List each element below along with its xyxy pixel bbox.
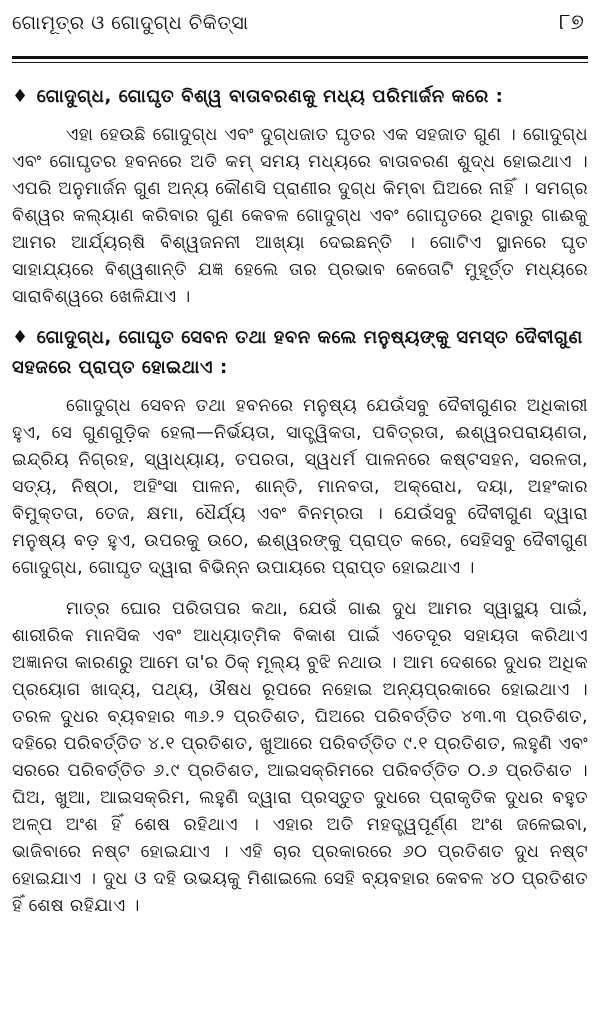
section-heading <box>12 82 588 112</box>
diamond-bullet-icon: ♦ <box>12 327 29 348</box>
paragraph: ମାତ୍ର ଘୋର ପରିତାପର କଥା, ଯେଉଁ ଗାଈ ଦୁଧ ଆମର ସ୍ୱାସ୍ଥ୍ୟ ପାଇଁ, ଶାରୀରିକ ମାନସିକ ଏବଂ ଆଧ୍ୟାତ୍ମିକ ବିକାଶ ପାଇଁ ଏତେଦୂର ସହାୟତା କରିଥାଏ ଅଜ୍ଞାନତା କାରଣରୁ ଆମେ ତା'ର ଠିକ୍ ମୂଲ୍ୟ ବୁଝି ନଥାଉ । ଆମ ଦେଶରେ ଦୁଧର ଅଧିକ ପ୍ରୟୋଗ ଖାଦ୍ୟ, ପଥ୍ୟ, ଔଷଧ ରୂପରେ ନହୋଇ ଅନ୍ୟପ୍ରକାରେ ହୋଇଥାଏ । ତରଳ ଦୁଧର ବ୍ୟବହାର ୩୬.୨ ପ୍ରତିଶତ, ଘିଅରେ ପରିବର୍ତ୍ତିତ ୪୩.୩ ପ୍ରତିଶତ, ଦହିରେ ପରିବର୍ତ୍ତିତ ୪.୧ ପ୍ରତିଶତ, ଖୁଆରେ ପରିବର୍ତ୍ତିତ ୯.୧ ପ୍ରତିଶତ, ଲହୁଣି ଏବଂ ସରରେ ପରିବର୍ତ୍ତିତ ୬.୯ ପ୍ରତିଶତ, ଆଇସକ୍ରିମରେ ପରିବର୍ତ୍ତିତ ୦.୬ ପ୍ରତିଶତ । ଘିଅ, ଖୁଆ, ଆଇସକ୍ରିମ, ଲହୁଣି ଦ୍ୱାରା ପ୍ରସ୍ତୁତ ଦୁଧରେ ପ୍ରାକୃତିକ ଦୁଧର ବହୁତ ଅଳ୍ପ ଅଂଶ ହିଁ ଶେଷ ରହିଥାଏ । ଏହାର ଅତି ମହତ୍ତ୍ୱପୂର୍ଣ୍ଣ ଅଂଶ ଜଳେଇବା, ଭାଜିବାରେ ନଷ୍ଟ ହୋଇଯାଏ । ଏହି ଚାର ପ୍ରକାରରେ ୬୦ ପ୍ରତିଶତ ଦୁଧ ନଷ୍ଟ ହୋଇଯାଏ । ଦୁଧ ଓ ଦହି ଉଭୟକୁ ମିଶାଇଲେ ସେହି ବ୍ୟବହାର କେବଳ ୪୦ ପ୍ରତିଶତ ହିଁ ଶେଷ ରହିଯାଏ । <box>12 599 588 916</box>
header-rule-thin <box>12 62 588 63</box>
paragraph: ଗୋଦୁଗ୍ଧ ସେବନ ତଥା ହବନରେ ମନୁଷ୍ୟ ଯେଉଁସବୁ ଦୈବୀଗୁଣର ଅଧିକାରୀ ହୁଏ, ସେ ଗୁଣଗୁଡ଼ିକ ହେଲା—ନିର୍ଭୟତା, ସାତ୍ତ୍ୱିକତା, ପବିତ୍ରତା, ଈଶ୍ୱରପରାୟଣତା, ଇନ୍ଦ୍ରିୟ ନିଗ୍ରହ, ସ୍ୱାଧ୍ୟାୟ, ତପରତା, ସ୍ୱଧର୍ମ ପାଳନରେ କଷ୍ଟସହନ, ସରଳତା, ସତ୍ୟ, ନିଷ୍ଠା, ଅହିଂସା ପାଳନ, ଶାନ୍ତି, ମାନବତା, ଅକ୍ରୋଧ, ଦୟା, ଅହଂକାର ବିମୁକ୍ତତା, ତେଜ, କ୍ଷମା, ଧୈର୍ଯ୍ୟ ଏବଂ ବିନମ୍ରତା । ଯେଉଁସବୁ ଦୈବୀଗୁଣ ଦ୍ୱାରା ମନୁଷ୍ୟ ବଡ଼ ହୁଏ, ଉପରକୁ ଉଠେ, ଈଶ୍ୱରଙ୍କୁ ପ୍ରାପ୍ତ କରେ, ସେହିସବୁ ଦୈବୀଗୁଣ ଗୋଦୁଗ୍ଧ, ଗୋଘୃତ ଦ୍ୱାରା ବିଭିନ୍ନ ଉପାୟରେ ପ୍ରାପ୍ତ ହୋଇଥାଏ । <box>12 396 588 578</box>
section-heading <box>12 323 588 383</box>
running-title: ଗୋମୂତ୍ର ଓ ଗୋଦୁଗ୍ଧ ଚିକିତ୍ସା <box>12 12 249 34</box>
header-rule-thick <box>12 56 588 59</box>
section-heading-text: ଗୋଦୁଗ୍ଧ, ଗୋଘୃତ ବିଶ୍ୱ ବାତାବରଣକୁ ମଧ୍ୟ ପରିମାର୍ଜନ କରେ : <box>36 86 504 107</box>
page-number: ୮୭ <box>559 10 584 35</box>
diamond-bullet-icon: ♦ <box>12 86 29 107</box>
page-header <box>12 4 588 44</box>
section-heading-text: ଗୋଦୁଗ୍ଧ, ଗୋଘୃତ ସେବନ ତଥା ହବନ କଲେ ମନୁଷ୍ୟଙ୍କୁ ସମସ୍ତ ଦୈବୀଗୁଣ ସହଜରେ ପ୍ରାପ୍ତ ହୋଇଥାଏ : <box>12 327 583 378</box>
page-body <box>12 70 588 1023</box>
paragraph: ଏହା ହେଉଛି ଗୋଦୁଗ୍ଧ ଏବଂ ଦୁଗ୍ଧଜାତ ଘୃତର ଏକ ସହଜାତ ଗୁଣ । ଗୋଦୁଗ୍ଧ ଏବଂ ଗୋଘୃତର ହବନରେ ଅତି କମ୍ ସମୟ ମଧ୍ୟରେ ବାତାବରଣ ଶୁଦ୍ଧ ହୋଇଥାଏ । ଏପରି ଅନୁମାର୍ଜନ ଗୁଣ ଅନ୍ୟ କୌଣସି ପ୍ରାଣୀର ଦୁଗ୍ଧ କିମ୍ବା ଘିଅରେ ନାହିଁ । ସମଗ୍ର ବିଶ୍ୱର କଲ୍ୟାଣ କରିବାର ଗୁଣ କେବଳ ଗୋଦୁଗ୍ଧ ଏବଂ ଗୋଘୃତରେ ଥିବାରୁ ଗାଈକୁ ଆମର ଆର୍ଯ୍ୟଋଷି ବିଶ୍ୱଜନନୀ ଆଖ୍ୟା ଦେଇଛନ୍ତି । ଗୋଟିଏ ସ୍ଥାନରେ ଘୃତ ସାହାଯ୍ୟରେ ବିଶ୍ୱଶାନ୍ତି ଯଜ୍ଞ ହେଲେ ତାର ପ୍ରଭାବ କେତୋଟି ମୁହୂର୍ତ୍ତ ମଧ୍ୟରେ ସାରାବିଶ୍ୱରେ ଖେଳିଯାଏ । <box>12 125 588 307</box>
